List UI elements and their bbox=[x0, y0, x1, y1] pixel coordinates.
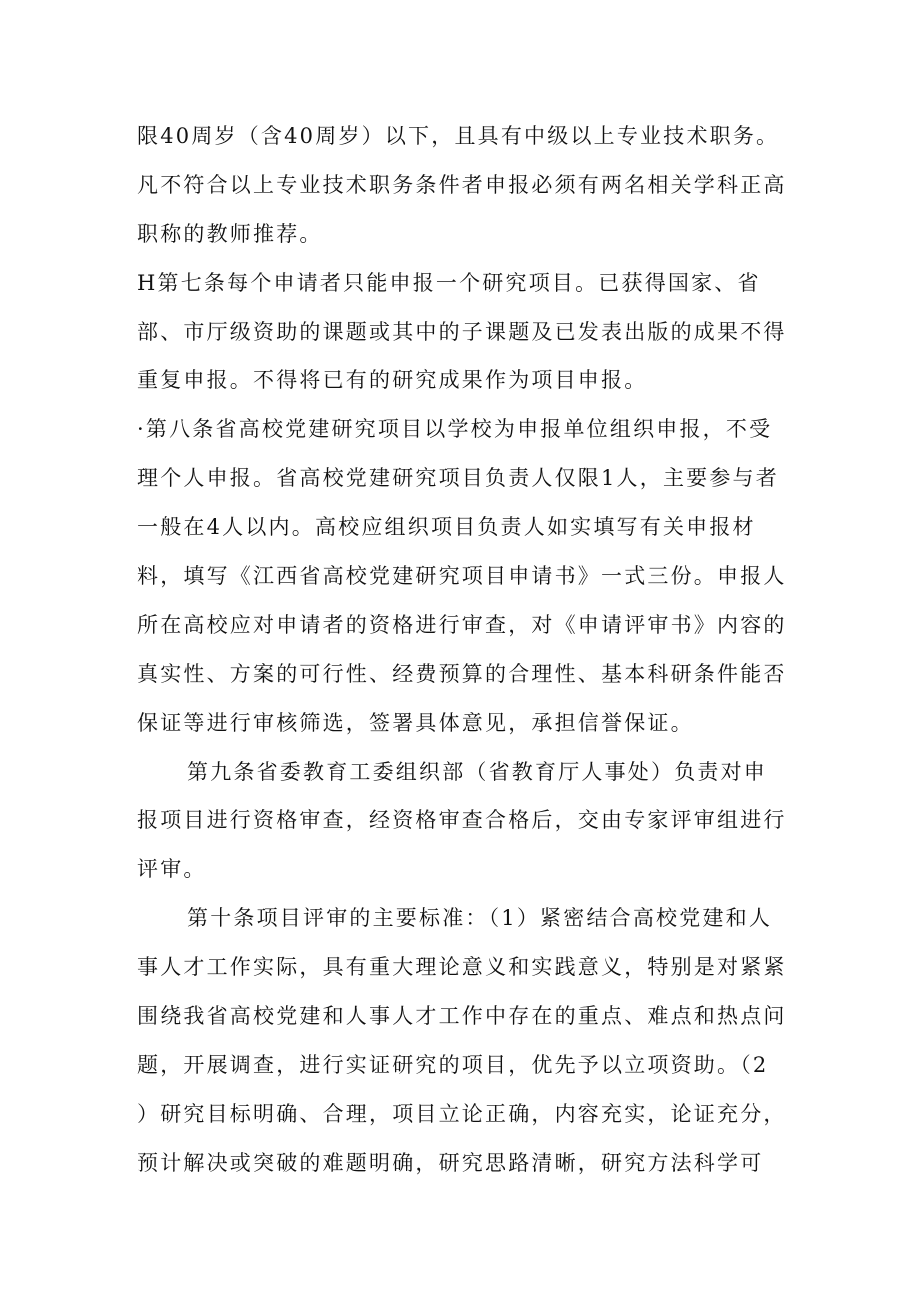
text-line: 部、市厅级资助的课题或其中的子课题及已发表出版的成果不得 bbox=[137, 319, 787, 344]
text-line: 题，开展调查，进行实证研究的项目，优先予以立项资助。（2 bbox=[137, 1052, 769, 1077]
text-line: 真实性、方案的可行性、经费预算的合理性、基本科研条件能否 bbox=[137, 661, 787, 686]
text-line: 限40周岁（含40周岁）以下，且具有中级以上专业技术职务。 bbox=[137, 124, 780, 148]
text-line: 事人才工作实际，具有重大理论意义和实践意义，特别是对紧紧 bbox=[137, 955, 787, 980]
text-line: 一般在4人以内。高校应组织项目负责人如实填写有关申报材 bbox=[137, 515, 756, 540]
text-line: H第七条每个申请者只能申报一个研究项目。已获得国家、省 bbox=[137, 270, 761, 295]
text-line: ·第八条省高校党建研究项目以学校为申报单位组织申报，不受 bbox=[137, 417, 773, 442]
text-line: 保证等进行审核筛选，签署具体意见，承担信誉保证。 bbox=[137, 710, 694, 735]
text-line: 第十条项目评审的主要标准：（1）紧密结合高校党建和人 bbox=[187, 906, 773, 931]
text-line: 职称的教师推荐。 bbox=[137, 221, 323, 246]
text-line: 第九条省委教育工委组织部（省教育厅人事处）负责对申 bbox=[187, 759, 767, 784]
text-line: 料，填写《江西省高校党建研究项目申请书》一式三份。申报人 bbox=[137, 564, 787, 589]
text-line: ）研究目标明确、合理，项目立论正确，内容充实，论证充分， bbox=[137, 1101, 787, 1126]
text-line: 所在高校应对申请者的资格进行审查，对《申请评审书》内容的 bbox=[137, 612, 787, 637]
text-line: 围绕我省高校党建和人事人才工作中存在的重点、难点和热点问 bbox=[137, 1004, 787, 1029]
text-line: 重复申报。不得将已有的研究成果作为项目申报。 bbox=[137, 368, 648, 393]
text-line: 理个人申报。省高校党建研究项目负责人仅限1人，主要参与者 bbox=[137, 466, 779, 491]
text-line: 预计解决或突破的难题明确，研究思路清晰，研究方法科学可 bbox=[137, 1150, 764, 1175]
text-line: 报项目进行资格审查，经资格审查合格后，交由专家评审组进行 bbox=[137, 808, 787, 833]
text-line: 评审。 bbox=[137, 857, 207, 882]
document-body bbox=[137, 112, 787, 1188]
text-line: 凡不符合以上专业技术职务条件者申报必须有两名相关学科正高 bbox=[137, 172, 787, 197]
